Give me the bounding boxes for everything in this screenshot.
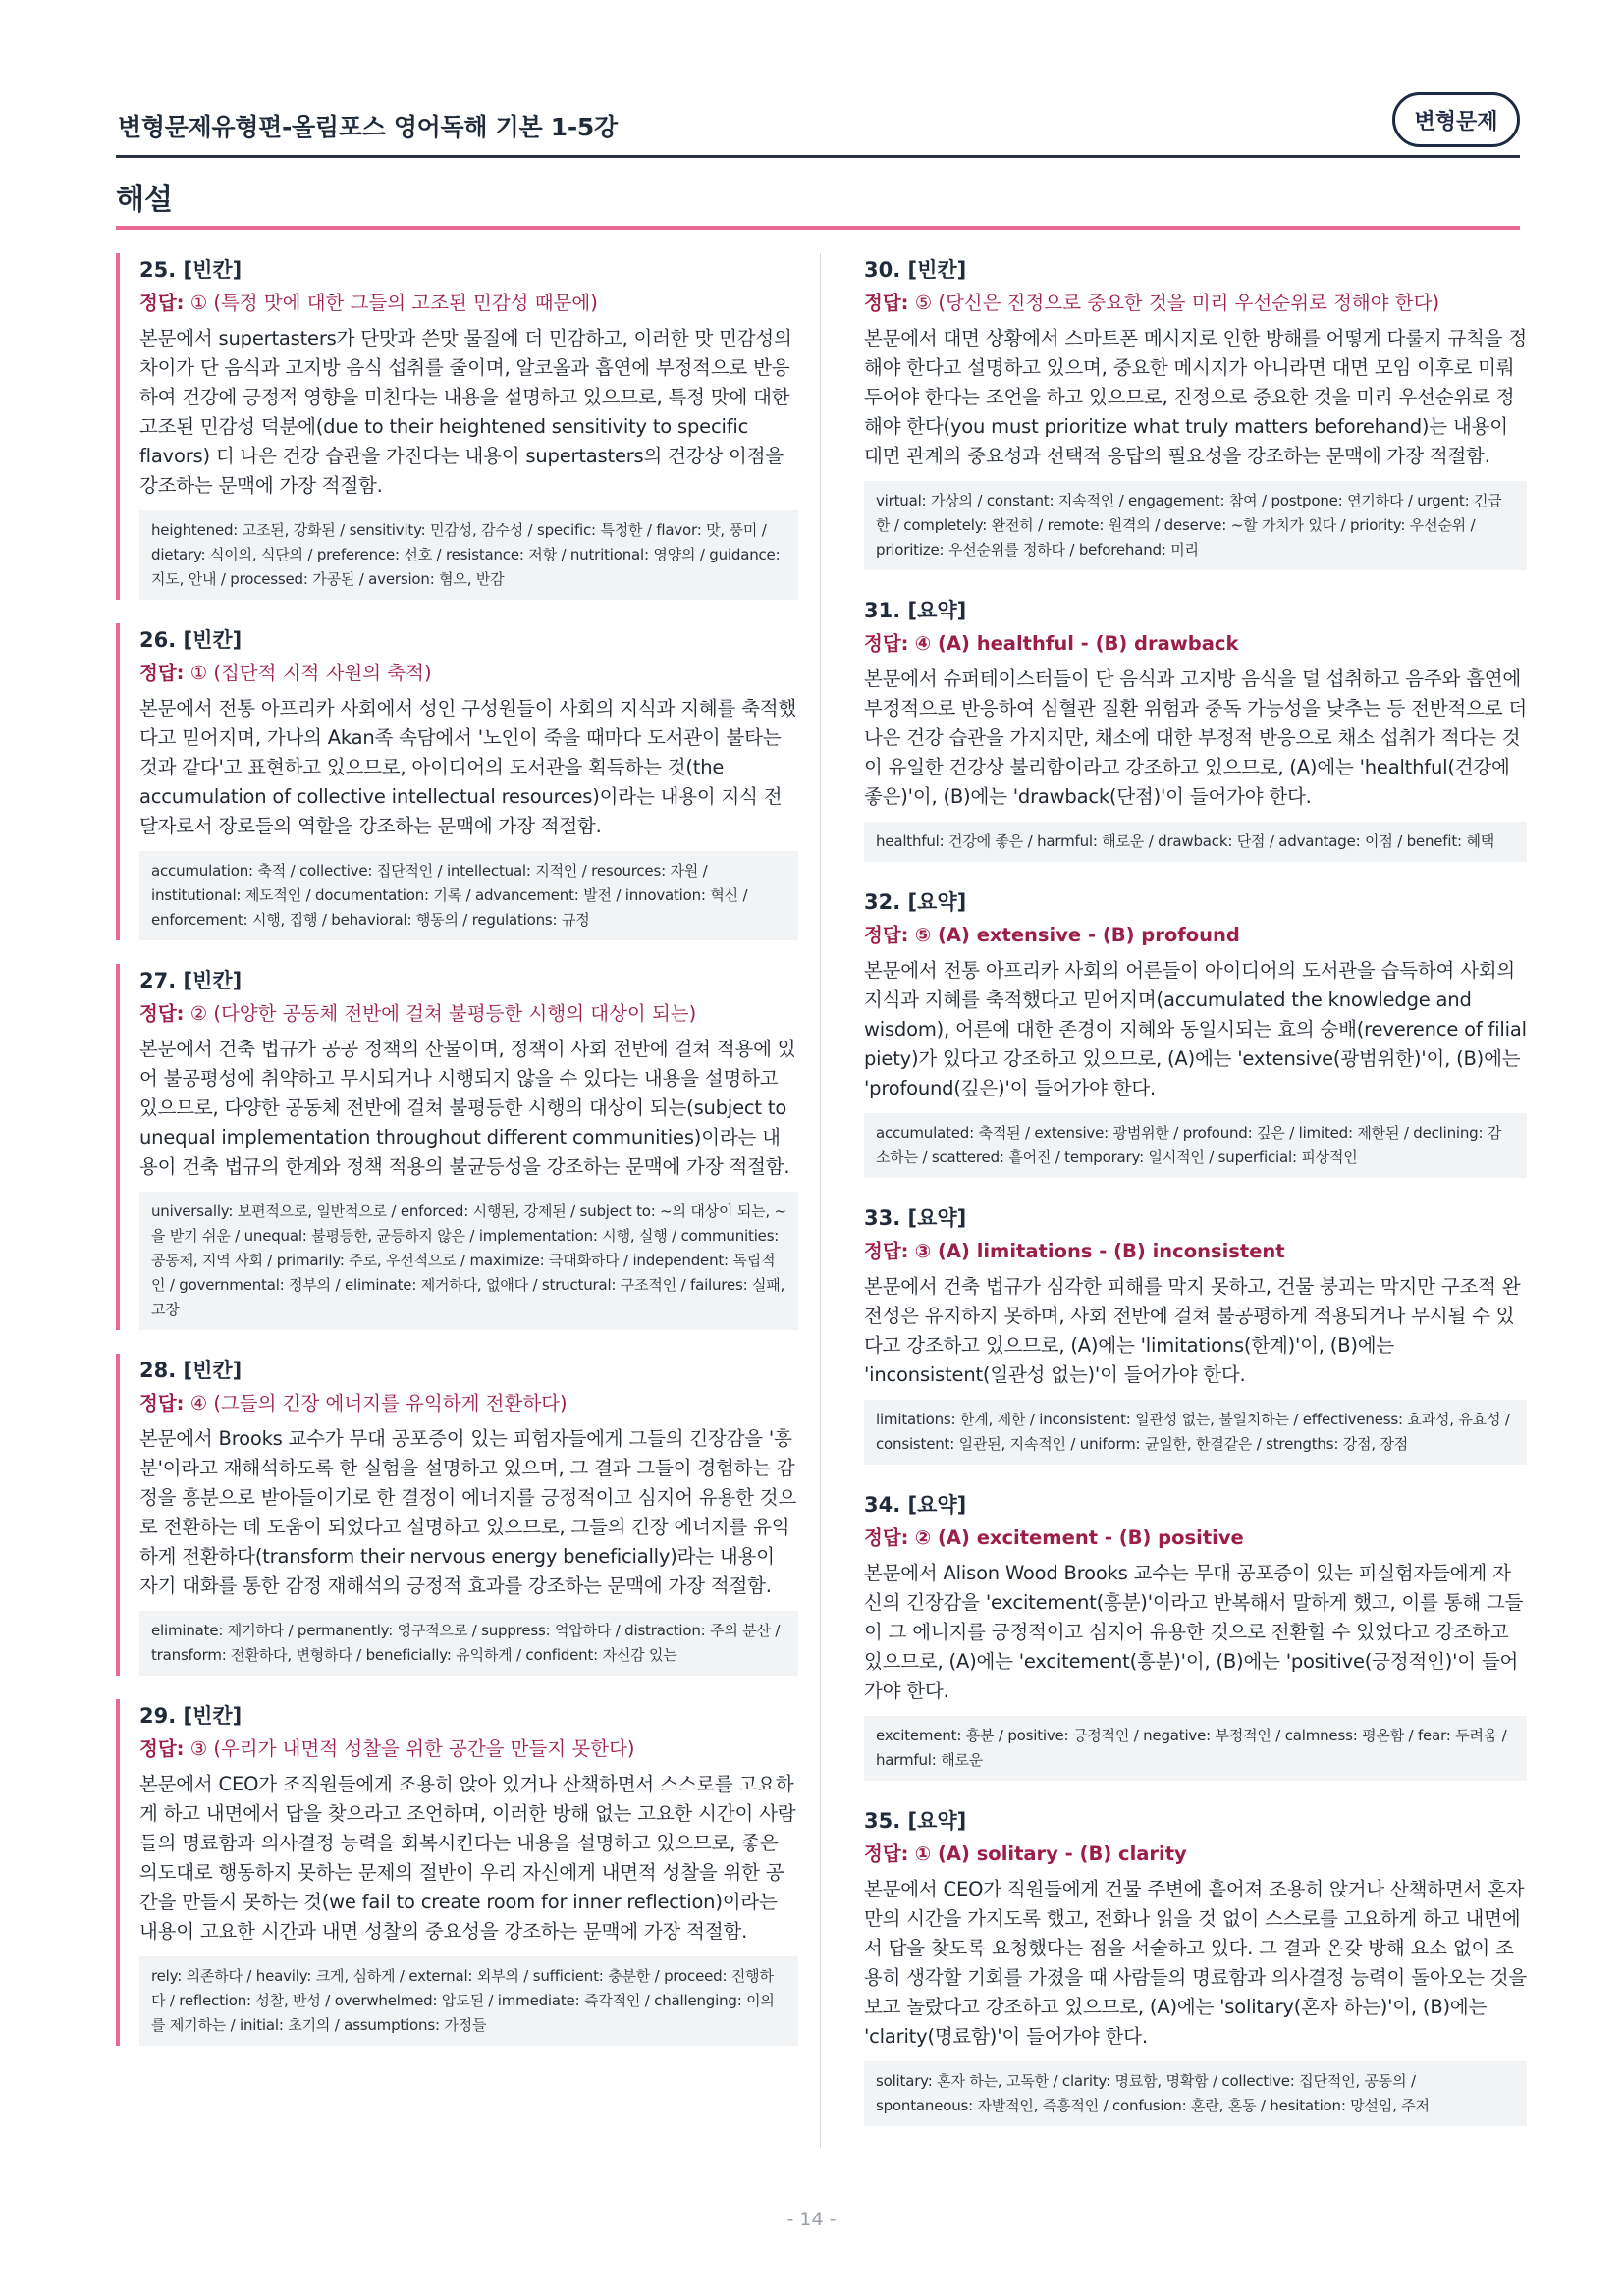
question-title: 25. [빈칸] bbox=[139, 258, 243, 282]
vocab-box: accumulation: 축적 / collective: 집단적인 / intellectual: 지적인 / resources: 자원 / institutional: 제도적인 / documentation: 기록 / advancement: 발전 / innovation: 혁신 / enforcement: 시행, 집행 / behavioral: 행동의 / regulations: 규정 bbox=[139, 851, 798, 940]
answer-text: ① (A) solitary - (B) clarity bbox=[914, 1842, 1187, 1865]
question-title: 28. [빈칸] bbox=[139, 1359, 243, 1382]
vocab-box: healthful: 건강에 좋은 / harmful: 해로운 / drawback: 단점 / advantage: 이점 / benefit: 혜택 bbox=[864, 822, 1527, 862]
question-item-27 bbox=[116, 964, 798, 1330]
question-item-32 bbox=[844, 885, 1527, 1178]
question-item-33 bbox=[844, 1201, 1527, 1465]
question-item-30 bbox=[844, 253, 1527, 570]
section-divider bbox=[116, 226, 1520, 230]
answer-line bbox=[864, 1523, 1527, 1553]
answer-label: 정답: bbox=[864, 1526, 909, 1549]
left-column bbox=[116, 253, 798, 2069]
question-title: 35. [요약] bbox=[864, 1809, 967, 1833]
question-title: 30. [빈칸] bbox=[864, 258, 967, 282]
explanation-text: 본문에서 건축 법규가 심각한 피해를 막지 못하고, 건물 붕괴는 막지만 구조적 완전성은 유지하지 못하며, 사회 전반에 걸쳐 불공평하게 적용되거나 무시될 수 있다고 강조하고 있으므로, (A)에는 'limitations(한계)'이, (B)에는 'inconsistent(일관성 없는)'이 들어가야 한다. bbox=[864, 1275, 1521, 1386]
answer-text: ⑤ (당신은 진정으로 중요한 것을 미리 우선순위로 정해야 한다) bbox=[914, 292, 1440, 314]
explanation-text: 본문에서 전통 아프리카 사회에서 성인 구성원들이 사회의 지식과 지혜를 축적했다고 믿어지며, 가나의 Akan족 속담에서 '노인이 죽을 때마다 도서관이 불타는 것과 같다'고 표현하고 있으므로, 아이디어의 도서관을 획득하는 것(the accumulation of collective intellectual resources)이라는 내용이 지식 전달자로서 장로들의 역할을 강조하는 문맥에 가장 적절함. bbox=[139, 697, 797, 837]
answer-label: 정답: bbox=[864, 292, 909, 314]
answer-text: ③ (우리가 내면적 성찰을 위한 공간을 만들지 못한다) bbox=[189, 1737, 635, 1760]
answer-label: 정답: bbox=[864, 924, 909, 946]
question-item-31 bbox=[844, 594, 1527, 862]
answer-text: ① (특정 맛에 대한 그들의 고조된 민감성 때문에) bbox=[189, 292, 598, 314]
answer-text: ④ (A) healthful - (B) drawback bbox=[914, 632, 1239, 655]
answer-label: 정답: bbox=[139, 1737, 185, 1760]
vocab-box: universally: 보편적으로, 일반적으로 / enforced: 시행된, 강제된 / subject to: ~의 대상이 되는, ~을 받기 쉬운 / unequal: 불평등한, 균등하지 않은 / implementation: 시행, 실행 / communities: 공동체, 지역 사회 / primarily: 주로, 우선적으로 / maximize: 극대화하다 / independent: 독립적인 / governmental: 정부의 / eliminate: 제거하다, 없애다 / structural: 구조적인 / failures: 실패, 고장 bbox=[139, 1192, 798, 1330]
explanation-text: 본문에서 Alison Wood Brooks 교수는 무대 공포증이 있는 피실험자들에게 자신의 긴장감을 'excitement(흥분)'이라고 반복해서 말하게 했고, 이를 통해 그들이 그 에너지를 긍정적이고 심지어 유용한 것으로 전환할 수 있었다고 강조하고 있으므로, (A)에는 'excitement(흥분)'이, (B)에는 'positive(긍정적인)'이 들어가야 한다. bbox=[864, 1562, 1524, 1702]
answer-label: 정답: bbox=[139, 662, 185, 684]
answer-label: 정답: bbox=[139, 1392, 185, 1415]
vocab-box: rely: 의존하다 / heavily: 크게, 심하게 / external: 외부의 / sufficient: 충분한 / proceed: 진행하다 / reflection: 성찰, 반성 / overwhelmed: 압도된 / immediate: 즉각적인 / challenging: 이의를 제기하는 / initial: 초기의 / assumptions: 가정들 bbox=[139, 1956, 798, 2046]
answer-line bbox=[139, 1735, 798, 1764]
explanation-text: 본문에서 전통 아프리카 사회의 어른들이 아이디어의 도서관을 습득하여 사회의 지식과 지혜를 축적했다고 믿어지며(accumulated the knowledge and wisdom), 어른에 대한 존경이 지혜와 동일시되는 효의 숭배(reverence of filial piety)가 있다고 강조하고 있으므로, (A)에는 'extensive(광범위한)'이, (B)에는 'profound(깊은)'이 들어가야 한다. bbox=[864, 959, 1527, 1099]
explanation-text: 본문에서 CEO가 직원들에게 건물 주변에 흩어져 조용히 앉거나 산책하면서 혼자만의 시간을 가지도록 했고, 전화나 읽을 것 없이 스스로를 고요하게 하고 내면에서 답을 찾도록 요청했다는 점을 서술하고 있다. 그 결과 온갖 방해 요소 없이 조용히 생각할 기회를 가졌을 때 사람들의 명료함과 의사결정 능력이 돌아오는 것을 보고 놀랐다고 강조하고 있으므로, (A)에는 'solitary(혼자 하는)'이, (B)에는 'clarity(명료함)'이 들어가야 한다. bbox=[864, 1878, 1528, 2048]
vocab-box: limitations: 한계, 제한 / inconsistent: 일관성 없는, 불일치하는 / effectiveness: 효과성, 유효성 / consistent: 일관된, 지속적인 / uniform: 균일한, 한결같은 / strengths: 강점, 장점 bbox=[864, 1400, 1527, 1465]
vocab-box: solitary: 혼자 하는, 고독한 / clarity: 명료함, 명확함 / collective: 집단적인, 공동의 / spontaneous: 자발적인, 즉흥적인 / confusion: 혼란, 혼동 / hesitation: 망설임, 주저 bbox=[864, 2061, 1527, 2126]
header-divider bbox=[116, 155, 1520, 158]
question-title: 33. [요약] bbox=[864, 1206, 967, 1230]
question-title: 31. [요약] bbox=[864, 599, 967, 622]
answer-label: 정답: bbox=[864, 632, 909, 655]
explanation-text: 본문에서 대면 상황에서 스마트폰 메시지로 인한 방해를 어떻게 다룰지 규칙을 정해야 한다고 설명하고 있으며, 중요한 메시지가 아니라면 대면 모임 이후로 미뤄두어야 한다는 조언을 하고 있으므로, 진정으로 중요한 것을 미리 우선순위로 정해야 한다(you must prioritize what truly matters beforehand)는 내용이 대면 관계의 중요성과 선택적 응답의 필요성을 강조하는 문맥에 가장 적절함. bbox=[864, 327, 1528, 467]
answer-line bbox=[139, 659, 798, 688]
answer-line bbox=[864, 1237, 1527, 1266]
document-title: 변형문제유형편-올림포스 영어독해 기본 1-5강 bbox=[118, 113, 618, 141]
answer-text: ④ (그들의 긴장 에너지를 유익하게 전환하다) bbox=[189, 1392, 568, 1415]
answer-line bbox=[139, 999, 798, 1029]
answer-label: 정답: bbox=[864, 1842, 909, 1865]
page-header bbox=[116, 90, 1520, 159]
answer-line bbox=[864, 921, 1527, 950]
question-item-25 bbox=[116, 253, 798, 600]
explanation-text: 본문에서 건축 법규가 공공 정책의 산물이며, 정책이 사회 전반에 걸쳐 적용에 있어 불공평성에 취약하고 무시되거나 시행되지 않을 수 있다는 내용을 설명하고 있으므로, 다양한 공동체 전반에 걸쳐 불평등한 시행의 대상이 되는(subject to unequal implementation throughout different communities)이라는 내용이 건축 법규의 한계와 정책 적용의 불균등성을 강조하는 문맥에 가장 적절함. bbox=[139, 1038, 796, 1178]
explanation-text: 본문에서 CEO가 조직원들에게 조용히 앉아 있거나 산책하면서 스스로를 고요하게 하고 내면에서 답을 찾으라고 조언하며, 이러한 방해 없는 고요한 시간이 사람들의 명료함과 의사결정 능력을 회복시킨다는 내용을 설명하고 있으므로, 좋은 의도대로 행동하지 못하는 문제의 절반이 우리 자신에게 내면적 성찰을 위한 공간을 만들지 못하는 것(we fail to create room for inner reflection)이라는 내용이 고요한 시간과 내면 성찰의 중요성을 강조하는 문맥에 가장 적절함. bbox=[139, 1773, 796, 1943]
question-item-34 bbox=[844, 1488, 1527, 1781]
type-badge: 변형문제 bbox=[1392, 92, 1520, 147]
question-title: 32. [요약] bbox=[864, 890, 967, 914]
answer-line bbox=[864, 629, 1527, 659]
question-item-35 bbox=[844, 1804, 1527, 2126]
answer-text: ① (집단적 지적 자원의 축적) bbox=[189, 662, 432, 684]
answer-line bbox=[139, 1389, 798, 1418]
answer-line bbox=[864, 289, 1527, 318]
answer-text: ③ (A) limitations - (B) inconsistent bbox=[914, 1240, 1285, 1262]
answer-label: 정답: bbox=[139, 292, 185, 314]
page-number: - 14 - bbox=[786, 2209, 837, 2230]
question-title: 29. [빈칸] bbox=[139, 1704, 243, 1728]
column-divider bbox=[820, 253, 821, 2148]
question-item-29 bbox=[116, 1699, 798, 2046]
question-title: 26. [빈칸] bbox=[139, 628, 243, 652]
right-column bbox=[844, 253, 1527, 2150]
vocab-box: heightened: 고조된, 강화된 / sensitivity: 민감성, 감수성 / specific: 특정한 / flavor: 맛, 풍미 / dietary: 식이의, 식단의 / preference: 선호 / resistance: 저항 / nutritional: 영양의 / guidance: 지도, 안내 / processed: 가공된 / aversion: 혐오, 반감 bbox=[139, 510, 798, 600]
vocab-box: excitement: 흥분 / positive: 긍정적인 / negative: 부정적인 / calmness: 평온함 / fear: 두려움 / harmful: 해로운 bbox=[864, 1716, 1527, 1781]
answer-text: ② (다양한 공동체 전반에 걸쳐 불평등한 시행의 대상이 되는) bbox=[189, 1002, 697, 1025]
question-item-26 bbox=[116, 623, 798, 940]
explanation-text: 본문에서 슈퍼테이스터들이 단 음식과 고지방 음식을 덜 섭취하고 음주와 흡연에 부정적으로 반응하여 심혈관 질환 위험과 중독 가능성을 낮추는 등 전반적으로 더 나은 건강 습관을 가지지만, 채소에 대한 부정적 반응으로 채소 섭취가 적다는 것이 유일한 건강상 불리함이라고 강조하고 있으므로, (A)에는 'healthful(건강에 좋은)'이, (B)에는 'drawback(단점)'이 들어가야 한다. bbox=[864, 667, 1528, 808]
explanation-text: 본문에서 supertasters가 단맛과 쓴맛 물질에 더 민감하고, 이러한 맛 민감성의 차이가 단 음식과 고지방 음식 섭취를 줄이며, 알코올과 흡연에 부정적으로 반응하여 건강에 긍정적 영향을 미친다는 내용을 설명하고 있으므로, 특정 맛에 대한 고조된 민감성 덕분에(due to their heightened sensitivity to specific flavors) 더 나은 건강 습관을 가진다는 내용이 supertasters의 건강상 이점을 강조하는 문맥에 가장 적절함. bbox=[139, 327, 792, 497]
vocab-box: virtual: 가상의 / constant: 지속적인 / engagement: 참여 / postpone: 연기하다 / urgent: 긴급한 / completely: 완전히 / remote: 원격의 / deserve: ~할 가치가 있다 / priority: 우선순위 / prioritize: 우선순위를 정하다 / beforehand: 미리 bbox=[864, 481, 1527, 570]
vocab-box: eliminate: 제거하다 / permanently: 영구적으로 / suppress: 억압하다 / distraction: 주의 분산 / transform: 전환하다, 변형하다 / beneficially: 유익하게 / confident: 자신감 있는 bbox=[139, 1611, 798, 1676]
question-title: 27. [빈칸] bbox=[139, 969, 243, 992]
vocab-box: accumulated: 축적된 / extensive: 광범위한 / profound: 깊은 / limited: 제한된 / declining: 감소하는 / scattered: 흩어진 / temporary: 일시적인 / superficial: 피상적인 bbox=[864, 1113, 1527, 1178]
answer-text: ⑤ (A) extensive - (B) profound bbox=[914, 924, 1240, 946]
answer-line bbox=[139, 289, 798, 318]
question-title: 34. [요약] bbox=[864, 1493, 967, 1517]
question-item-28 bbox=[116, 1354, 798, 1676]
answer-label: 정답: bbox=[864, 1240, 909, 1262]
answer-text: ② (A) excitement - (B) positive bbox=[914, 1526, 1244, 1549]
section-title: 해설 bbox=[116, 183, 173, 217]
explanation-text: 본문에서 Brooks 교수가 무대 공포증이 있는 피험자들에게 그들의 긴장감을 '흥분'이라고 재해석하도록 한 실험을 설명하고 있으며, 그 결과 그들이 경험하는 감정을 흥분으로 받아들이기로 한 결정이 에너지를 긍정적이고 심지어 유용한 것으로 전환하는 데 도움이 되었다고 설명하고 있으므로, 그들의 긴장 에너지를 유익하게 전환하다(transform their nervous energy beneficially)라는 내용이 자기 대화를 통한 감정 재해석의 긍정적 효과를 강조하는 문맥에 가장 적절함. bbox=[139, 1427, 797, 1597]
answer-line bbox=[864, 1840, 1527, 1869]
answer-label: 정답: bbox=[139, 1002, 185, 1025]
